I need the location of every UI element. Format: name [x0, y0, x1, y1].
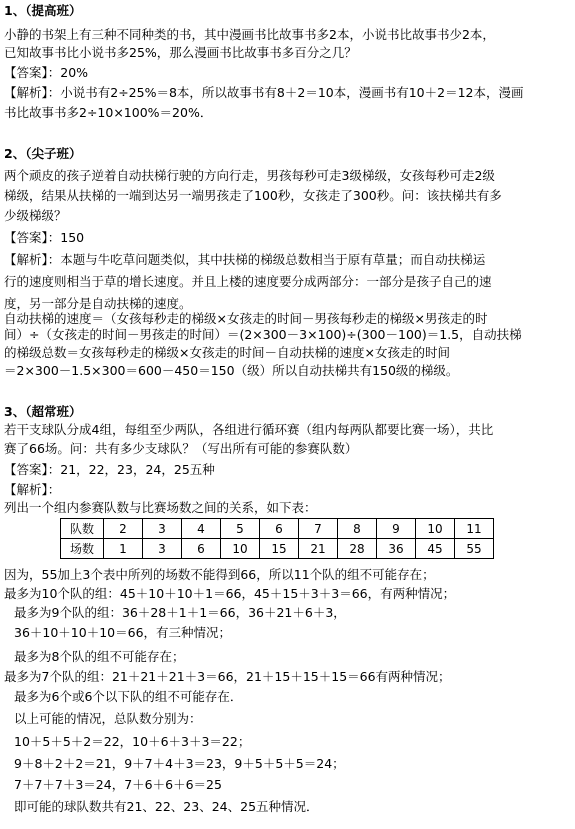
- solution-line: 9＋8＋2＋2＝21，9＋7＋4＋3＝23，9＋5＋5＋5＝24；: [14, 756, 345, 771]
- table-row-label: 队数: [61, 519, 104, 539]
- table-cell: 7: [299, 519, 338, 539]
- problem-3-title: 3、（超常班）: [4, 404, 82, 419]
- table-cell: 5: [221, 519, 260, 539]
- table-cell: 21: [299, 539, 338, 559]
- problem-2-answer: 【答案】：150: [4, 230, 85, 245]
- table-cell: 2: [104, 519, 143, 539]
- table-cell: 3: [143, 539, 182, 559]
- table-cell: 6: [182, 539, 221, 559]
- table-row-label: 场数: [61, 539, 104, 559]
- problem-2-analysis-line: 自动扶梯的速度＝（女孩每秒走的梯级×女孩走的时间－男孩每秒走的梯级×男孩走的时: [4, 311, 488, 326]
- problem-3-question-line: 若干支球队分成4组，每组至少两队，各组进行循环赛（组内每两队都要比赛一场），共比: [4, 422, 494, 437]
- problem-3-intro: 列出一个组内参赛队数与比赛场数之间的关系，如下表：: [4, 500, 317, 515]
- table-cell: 36: [377, 539, 416, 559]
- problem-2-question-line: 两个顽皮的孩子逆着自动扶梯行驶的方向行走，男孩每秒可走3级梯级，女孩每秒可走2级: [4, 168, 495, 183]
- solution-line: 最多为6个或6个以下队的组不可能存在．: [14, 689, 243, 704]
- solution-line: 最多为7个队的组：21＋21＋21＋3＝66，21＋15＋15＋15＝66有两种情况；: [4, 669, 451, 684]
- problem-1-analysis-line: 书比故事书多2÷10×100%＝20%．: [4, 105, 213, 120]
- table-cell: 28: [338, 539, 377, 559]
- problem-2-analysis-line: 【解析】：本题与牛吃草问题类似，其中扶梯的梯级总数相当于原有草量；而自动扶梯运: [4, 252, 486, 267]
- table-cell: 11: [455, 519, 494, 539]
- table-cell: 4: [182, 519, 221, 539]
- problem-3-answer: 【答案】：21，22，23，24，25五种: [4, 462, 215, 477]
- problem-1-question-line: 小静的书架上有三种不同种类的书，其中漫画书比故事书多2本，小说书比故事书少2本，: [4, 27, 495, 42]
- table-cell: 10: [221, 539, 260, 559]
- solution-line: 10＋5＋5＋2＝22，10＋6＋3＋3＝22；: [14, 734, 251, 749]
- problem-2-analysis-line: 行的速度则相当于草的增长速度。并且上楼的速度要分成两部分：一部分是孩子自己的速: [4, 274, 492, 289]
- table-cell: 55: [455, 539, 494, 559]
- table-cell: 3: [143, 519, 182, 539]
- problem-2-analysis-line: 度，另一部分是自动扶梯的速度。: [4, 296, 192, 311]
- solution-line: 因为，55加上3个表中所列的场数不能得到66，所以11个队的组不可能存在；: [4, 567, 435, 582]
- table-cell: 9: [377, 519, 416, 539]
- problem-2-analysis-line: ＝2×300－1.5×300＝600－450＝150（级）所以自动扶梯共有150级的梯级。: [4, 363, 459, 378]
- solution-line: 最多为9个队的组：36＋28＋1＋1＝66，36＋21＋6＋3，: [14, 605, 346, 620]
- table-cell: 10: [416, 519, 455, 539]
- solution-line: 最多为10个队的组：45＋10＋10＋1＝66，45＋15＋3＋3＝66，有两种情况；: [4, 586, 456, 601]
- problem-2-title: 2、（尖子班）: [4, 146, 82, 161]
- solution-line: 即可能的球队数共有21、22、23、24、25五种情况．: [14, 799, 319, 814]
- table-cell: 8: [338, 519, 377, 539]
- problem-2-analysis-line: 的梯级总数＝女孩每秒走的梯级×女孩走的时间－自动扶梯的速度×女孩走的时间: [4, 345, 450, 360]
- problem-1-question-line: 已知故事书比小说书多25%，那么漫画书比故事书多百分之几？: [4, 45, 357, 60]
- table-row-teams: [61, 519, 494, 539]
- solution-line: 7＋7＋7＋3＝24，7＋6＋6＋6＝25: [14, 777, 222, 792]
- solution-line: 最多为8个队的组不可能存在；: [14, 649, 185, 664]
- solution-line: 36＋10＋10＋10＝66，有三种情况；: [14, 625, 232, 640]
- table-cell: 1: [104, 539, 143, 559]
- table-cell: 15: [260, 539, 299, 559]
- problem-2-question-line: 梯级，结果从扶梯的一端到达另一端男孩走了100秒，女孩走了300秒。问：该扶梯共有多: [4, 188, 502, 203]
- problem-3-question-line: 赛了66场。问：共有多少支球队？（写出所有可能的参赛队数）: [4, 441, 358, 456]
- table-cell: 6: [260, 519, 299, 539]
- table-cell: 45: [416, 539, 455, 559]
- table-row-games: [61, 539, 494, 559]
- teams-games-table: [60, 518, 494, 559]
- problem-1-title: 1、（提高班）: [4, 3, 82, 18]
- problem-3-analysis-label: 【解析】：: [4, 482, 61, 497]
- problem-1-answer: 【答案】：20%: [4, 65, 89, 80]
- problem-2-question-line: 少级梯级？: [4, 208, 67, 223]
- solution-line: 以上可能的情况，总队数分别为：: [14, 711, 202, 726]
- problem-2-analysis-line: 间）÷（女孩走的时间－男孩走的时间）＝(2×300－3×100)÷(300－100)＝1.5，自动扶梯: [4, 327, 522, 342]
- problem-1-analysis-line: 【解析】：小说书有2÷25%＝8本，所以故事书有8＋2＝10本，漫画书有10＋2＝12本，漫画: [4, 85, 524, 100]
